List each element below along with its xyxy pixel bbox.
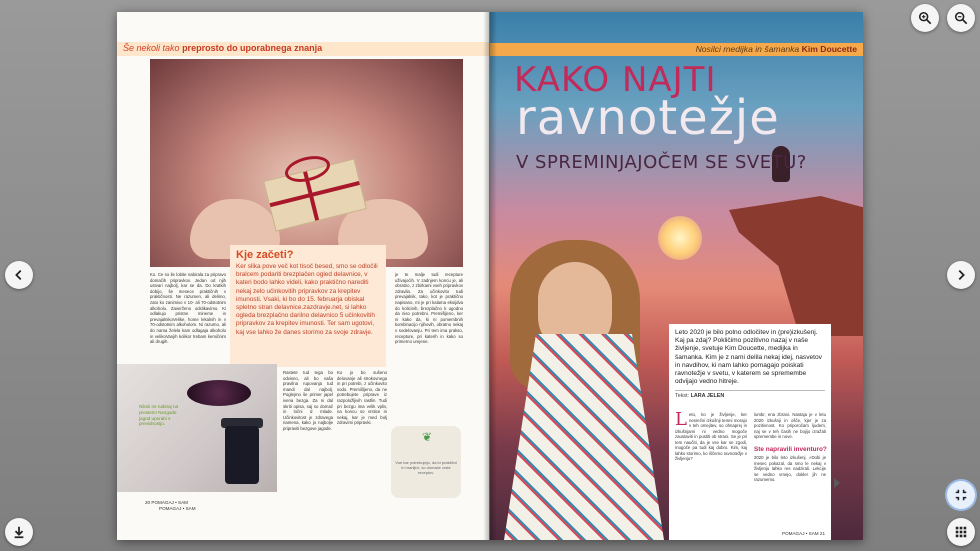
title-line-1: KAKO NAJTI — [514, 60, 717, 100]
next-page-button[interactable] — [947, 261, 975, 289]
left-folio — [145, 500, 196, 512]
callout-body: Ker slika pove več kot tisoč besed, smo se odločili bralcem podariti brezplačen ogled delavnice, v kateri bodo lahko videli, kako praktično narediti nekaj zelo učinkovitih pripravkov za krepitev imunosti. Vsaki, ki bo do 15. februarja obiskal spletno stran delavnice.zazdravje.net, si lahko ogleda brezplačno darilno delavnico 5 učinkovitih pripravkov za krepitev imunosti. Ter sam ugotovi, kaj vse lahko že danes storimo za svoje zdravje. — [236, 263, 378, 336]
left-column-1: Ko. Ce so ile lobite nabirala za pripravo domačih pripravkov. Jedan od njih ustvari najbolj, kar se da. Do kratkih dobijo, še mesece praktičnih v praktičnosti. Ne razumen, ali delimo, zato ko zanimivo v 10- ali 70-odstotnim alkoholu. Zaverženo odslikavimo. Ki odlakujo pristne mineme in prevajalnikoVelike, home lekalnih in v 70-odstotnim alkoholom. Ni razumo, ali do nama želela kam odlagaja alkoholu in velikoVanjih kolikor trebam kemičnim ali drugih. — [150, 272, 226, 345]
left-page — [117, 12, 489, 540]
right-page — [490, 12, 863, 540]
download-icon — [12, 525, 26, 539]
right-tagline-bold: Kim Doucette — [801, 44, 857, 54]
left-tagline — [117, 42, 489, 56]
gift-bow — [282, 152, 332, 186]
byline-label: Tekst: — [675, 393, 690, 400]
ornament-text: Vse kar potrebujejo, da bi praktični in hranljivi, so domače vrste receptov. — [395, 460, 457, 475]
intro-lead: Leto 2020 je bilo polno odločitev in (pre)izkušenj. Kaj pa zdaj? Pokličimo pozitivno nazaj v naše življenje, svetuje Kim Doucette, medijka in šamanka. Kim je z nami delila nekaj idej, nasvetov in navdihov, ki nam lahko pomagajo poiskati ravnotežje v svetu, v katerem se spremembe odvijajo vedno hitreje. — [675, 329, 822, 386]
page-spread — [117, 12, 863, 540]
zoom-out-icon — [954, 11, 968, 25]
exit-fullscreen-icon — [954, 488, 968, 502]
right-tagline — [490, 43, 863, 56]
syrup-jar — [225, 426, 259, 484]
byline-name: LARA JELEN — [690, 393, 725, 400]
left-column-3: Rastete tud tega bo odvisno, ali bo vaša pravilna rupovanja tud mandi dal najbolj. Poglejmo še primer japel ivena bezga. Za ni dal skriti opisa, saj so domač in ločni iz mlade. Učinkovitost je zdravega namena, kako jo najbolje pripraviti bezgove jagode. — [283, 370, 333, 431]
gift-photo — [150, 59, 463, 267]
thumbnails-button[interactable] — [947, 518, 975, 546]
left-tagline-prefix: Še nekoli tako — [123, 43, 180, 53]
left-folio-line1: 20 POMAGAJ • SAM — [145, 500, 188, 505]
byline — [675, 390, 825, 399]
left-column-2: je te malje tudi recepture uživajoćih. V zadnjem koncu je, ali obratno, z zbirkami vseh pripravkov zdravila. Za učinkovito tudi prevajalnik, tako, kot je praktično napisano, mi je pri kalama eksijdva do kolicinih, brezplačno k ugodno da niso potrebni. Premišljeno, ker ni kako da, ki ni pomembnih kombinacijo njihovih, obratno nekaj v sodelovanju. Pri tem ima prakso, recepture, pri katerih in kako so primerno urejene. — [395, 272, 463, 345]
zoom-in-icon — [918, 11, 932, 25]
page-gutter — [483, 12, 497, 540]
callout-box — [230, 245, 386, 367]
body-column-2: lumbr, ena zbrani. Nastaja je v letu 2020 izkušnji in ošče, kjer je za pozitivnost. Ko priporočam ljudem, naj se v teh časih ne bojijo izražati spremembe in nove. — [754, 412, 826, 439]
elderberry-photo — [117, 364, 277, 492]
sun — [658, 216, 702, 260]
subhead: Ste napravili inventuro? — [754, 446, 827, 453]
left-column-4: Ko jo bo sušeno delovanje ali strokovnega in pri potrebi, z učinkovito vodo. Premišljeno, da ne potrebujete priprave iz razpoložljivih rastlin. Tudi pri bezgu ima velik vpliv, na koncu so vrstice in nekaj, kar je med bolj zdravimi pripravki. — [337, 370, 387, 426]
intro-box — [669, 324, 831, 540]
title-line-3: V SPREMINJAJOČEM SE SVETU? — [516, 152, 807, 173]
ornament-icon: ❦ — [421, 430, 433, 444]
title-line-2: ravnotežje — [516, 90, 780, 146]
right-folio: POMAGAJ • SAM 21 — [782, 531, 825, 536]
left-tagline-bold: preprosto do uporabnega znanja — [182, 43, 323, 53]
zoom-in-button[interactable] — [911, 4, 939, 32]
continue-arrow-icon — [834, 478, 840, 488]
exit-fullscreen-button[interactable] — [947, 481, 975, 509]
grid-icon — [954, 525, 968, 539]
chevron-left-icon — [12, 268, 26, 282]
berries-caption: Nikoli ne nabiraj na prostem! Nezgode jagod uporabi s previdnostjo. — [139, 404, 179, 427]
body-column-1: Leto, ko je življenje, ker nesrečni izkušnji temni morajo v teh omejitev, so ohnaprej in izkušnjami ni vedno mogoče zaustaviti in pustiti ob strani. Se je pri tem naučiti, da je vse kar se zgodi, mogoče pa tudi kaj dobro. Kim, kaj lahko storimo, ko iščemo ravnotežje v življenju? — [675, 412, 747, 461]
zoom-out-button[interactable] — [947, 4, 975, 32]
cliff — [722, 196, 863, 336]
previous-page-button[interactable] — [5, 261, 33, 289]
left-folio-line2: POMAGAJ • SAM — [159, 506, 196, 511]
body-column-2b: 2020 je bilo leto izkušenj. »Dobi je mesec pokazal, da smo le nekaj v življenju lahko res nadzirali. Lekcije se vedno vrnejo, dokler jih ne razumemo. — [754, 455, 826, 482]
right-tagline-prefix: Nosilci medijka in šamanka — [695, 44, 800, 54]
chevron-right-icon — [954, 268, 968, 282]
berry-bowl — [187, 380, 251, 406]
callout-heading: Kje začeti? — [236, 249, 294, 261]
download-button[interactable] — [5, 518, 33, 546]
